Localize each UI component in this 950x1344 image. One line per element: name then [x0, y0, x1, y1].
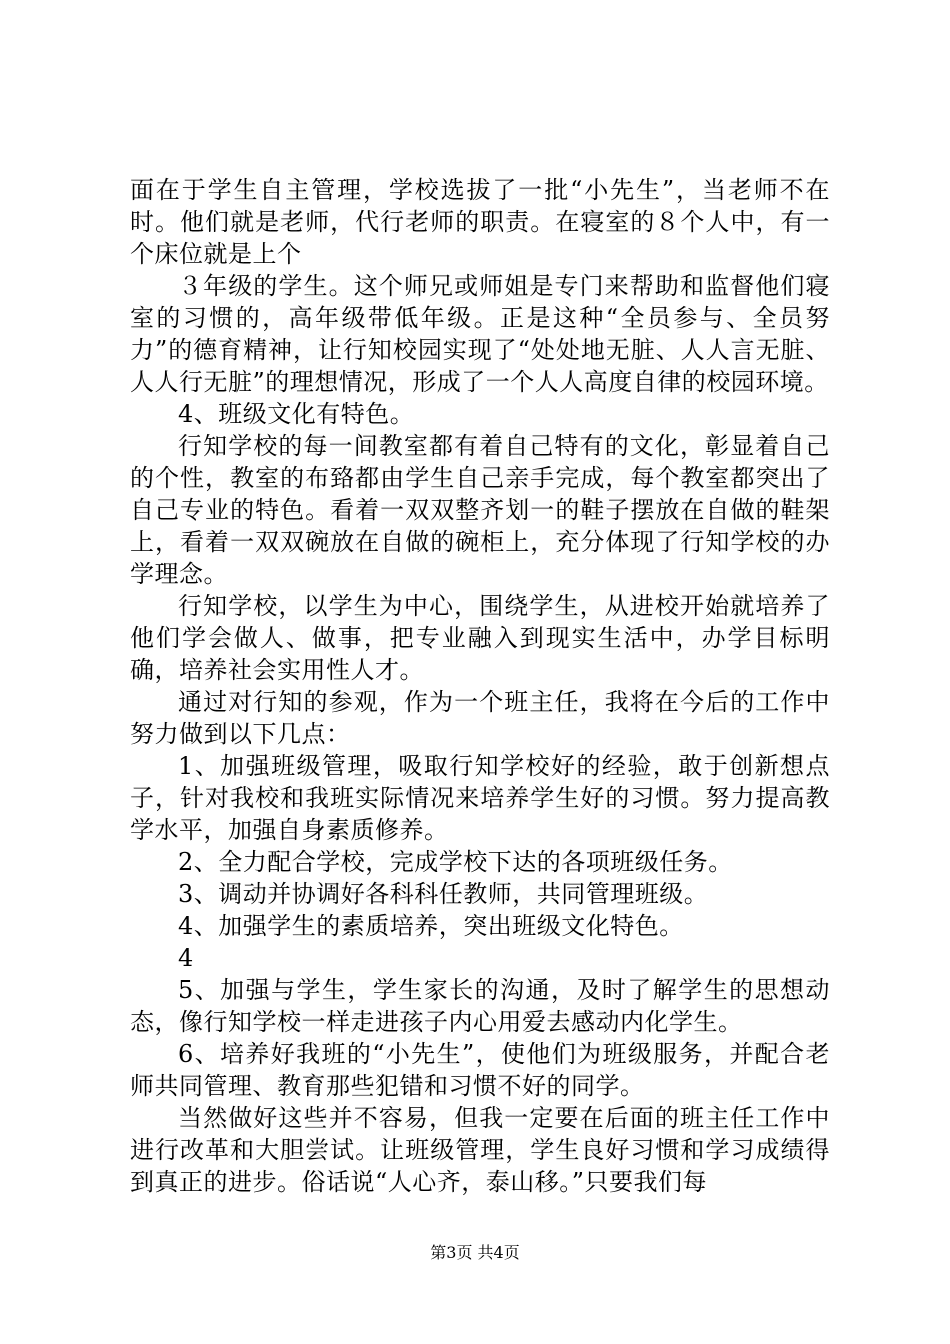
list-item-2: 2、全力配合学校，完成学校下达的各项班级任务。 [178, 848, 733, 876]
paragraph-1: 面在于学生自主管理，学校选拔了一批“小先生”，当老师不在时。他们就是老师，代行老师的职责。在寝室的８个人中，有一个床位就是上个 [130, 176, 830, 268]
section-heading-class-culture: 4、班级文化有特色。 [178, 400, 415, 428]
paragraph-3: 行知学校的每一间教室都有着自己特有的文化，彰显着自己的个性，教室的布臵都由学生自己亲手完成，每个教室都突出了自己专业的特色。看着一双双整齐划一的鞋子摆放在自做的鞋架上，看着一双双碗放在自做的碗柜上，充分体现了行知学校的办学理念。 [130, 432, 830, 588]
page-number-label: 第3页 共4页 [430, 1243, 520, 1262]
paragraph-4: 行知学校，以学生为中心，围绕学生，从进校开始就培养了他们学会做人、做事，把专业融入到现实生活中，办学目标明确，培养社会实用性人才。 [130, 592, 830, 684]
paragraph-2: ３年级的学生。这个师兄或师姐是专门来帮助和监督他们寝室的习惯的，高年级带低年级。正是这种“全员参与、全员努力”的德育精神，让行知校园实现了“处处地无脏、人人言无脏、人人行无脏”的理想情况，形成了一个人人高度自律的校园环境。 [130, 272, 830, 396]
paragraph-5: 通过对行知的参观，作为一个班主任，我将在今后的工作中努力做到以下几点： [130, 688, 830, 748]
paragraph-6: 当然做好这些并不容易，但我一定要在后面的班主任工作中进行改革和大胆尝试。让班级管理，学生良好习惯和学习成绩得到真正的进步。俗话说“人心齐，泰山移。”只要我们每 [130, 1104, 830, 1196]
list-item-1: 1、加强班级管理，吸取行知学校好的经验，敢于创新想点子，针对我校和我班实际情况来培养学生好的习惯。努力提高教学水平，加强自身素质修养。 [130, 752, 830, 844]
document-body [130, 174, 830, 1198]
list-item-5: 5、加强与学生，学生家长的沟通，及时了解学生的思想动态，像行知学校一样走进孩子内心用爱去感动内化学生。 [130, 976, 830, 1036]
list-item-4: 4、加强学生的素质培养，突出班级文化特色。 [178, 912, 684, 940]
page-footer [0, 1243, 950, 1263]
stray-number: 4 [178, 944, 194, 972]
list-item-6: 6、培养好我班的“小先生”，使他们为班级服务，并配合老师共同管理、教育那些犯错和习惯不好的同学。 [130, 1040, 830, 1100]
list-item-3: 3、调动并协调好各科科任教师，共同管理班级。 [178, 880, 709, 908]
